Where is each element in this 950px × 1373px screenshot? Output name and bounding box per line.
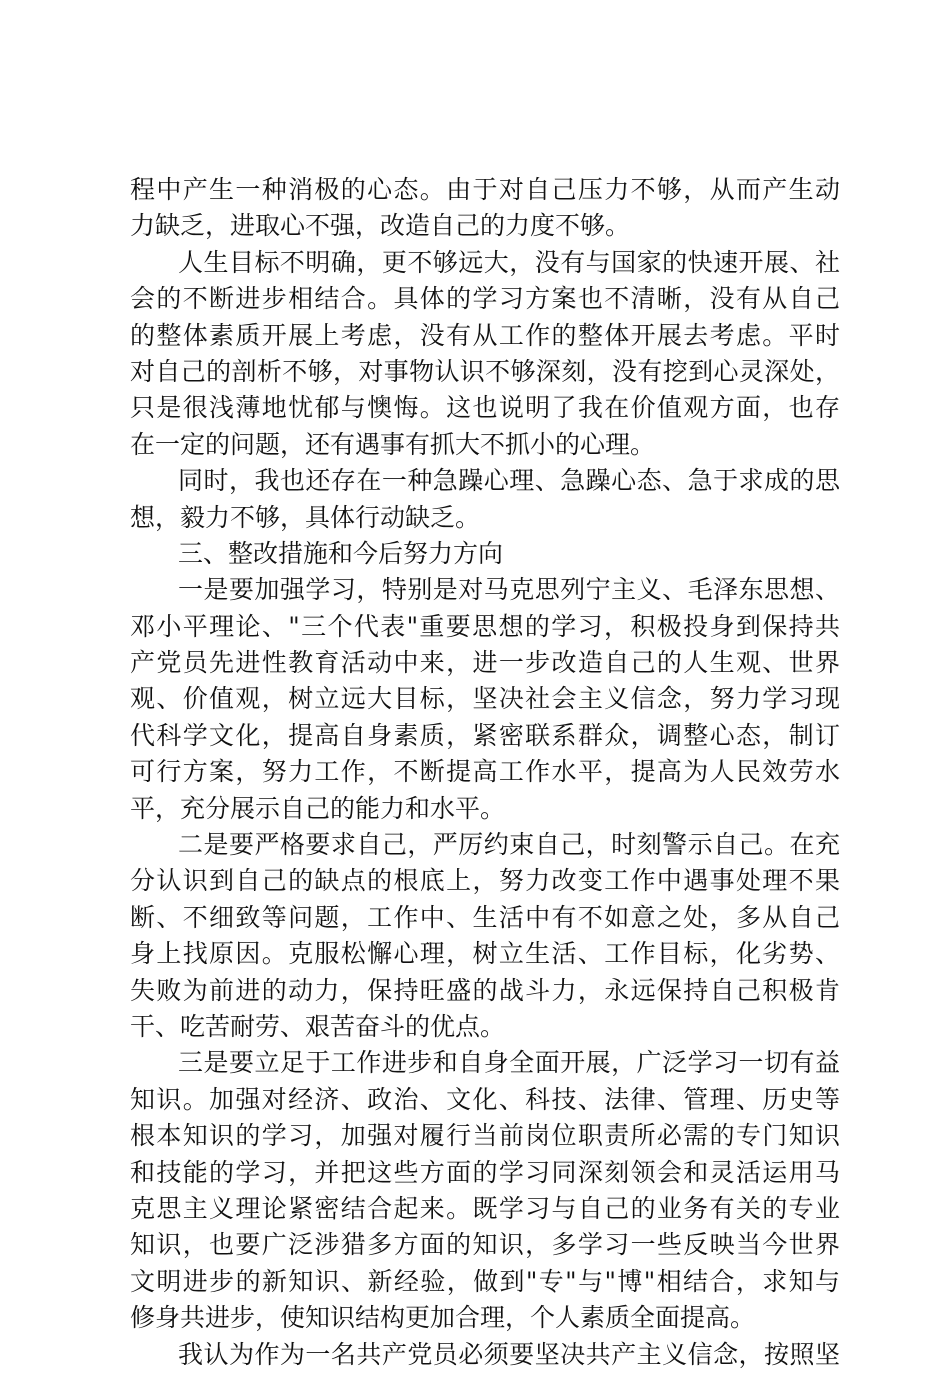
text-line: 代科学文化，提高自身素质，紧密联系群众，调整心态，制订 xyxy=(130,720,840,750)
text-line: 身上找原因。克服松懈心理，树立生活、工作目标，化劣势、 xyxy=(130,939,840,969)
text-line: 我认为作为一名共产党员必须要坚决共产主义信念，按照坚 xyxy=(178,1339,840,1369)
text-line: 对自己的剖析不够，对事物认识不够深刻，没有挖到心灵深处， xyxy=(130,356,840,386)
text-line: 程中产生一种消极的心态。由于对自己压力不够，从而产生动 xyxy=(130,175,840,204)
text-line: 二是要严格要求自己，严厉约束自己，时刻警示自己。在充 xyxy=(178,830,840,860)
text-line: 知识，也要广泛涉猎多方面的知识，多学习一些反映当今世界 xyxy=(130,1230,840,1260)
text-line: 三是要立足于工作进步和自身全面开展，广泛学习一切有益 xyxy=(178,1048,840,1078)
text-line: 会的不断进步相结合。具体的学习方案也不清晰，没有从自己 xyxy=(130,284,840,314)
text-line: 观、价值观，树立远大目标，坚决社会主义信念，努力学习现 xyxy=(130,684,840,714)
text-line: 同时，我也还存在一种急躁心理、急躁心态、急于求成的思 xyxy=(178,466,840,496)
text-line: 想，毅力不够，具体行动缺乏。 xyxy=(130,502,481,532)
text-line: 分认识到自己的缺点的根底上，努力改变工作中遇事处理不果 xyxy=(130,866,840,896)
text-line: 的整体素质开展上考虑，没有从工作的整体开展去考虑。平时 xyxy=(130,320,840,350)
text-line: 干、吃苦耐劳、艰苦奋斗的优点。 xyxy=(130,1011,506,1041)
text-line: 力缺乏，进取心不强，改造自己的力度不够。 xyxy=(130,211,631,241)
text-line: 根本知识的学习，加强对履行当前岗位职责所必需的专门知识 xyxy=(130,1121,840,1151)
text-line: 文明进步的新知识、新经验，做到"专"与"博"相结合，求知与 xyxy=(130,1266,840,1296)
text-line: 知识。加强对经济、政治、文化、科技、法律、管理、历史等 xyxy=(130,1084,840,1114)
text-line: 在一定的问题，还有遇事有抓大不抓小的心理。 xyxy=(130,429,656,459)
body-text xyxy=(130,172,840,1373)
text-line: 修身共进步，使知识结构更加合理，个人素质全面提高。 xyxy=(130,1303,756,1333)
text-line: 三、整改措施和今后努力方向 xyxy=(178,538,504,568)
text-line: 一是要加强学习，特别是对马克思列宁主义、毛泽东思想、 xyxy=(178,575,840,605)
text-line: 克思主义理论紧密结合起来。既学习与自己的业务有关的专业 xyxy=(130,1193,840,1223)
text-line: 失败为前进的动力，保持旺盛的战斗力，永远保持自己积极肯 xyxy=(130,975,840,1005)
text-line: 和技能的学习，并把这些方面的学习同深刻领会和灵活运用马 xyxy=(130,1157,840,1187)
text-line: 平，充分展示自己的能力和水平。 xyxy=(130,793,506,823)
text-line: 断、不细致等问题，工作中、生活中有不如意之处，多从自己 xyxy=(130,902,840,932)
text-line: 邓小平理论、"三个代表"重要思想的学习，积极投身到保持共 xyxy=(130,611,840,641)
text-line: 产党员先进性教育活动中来，进一步改造自己的人生观、世界 xyxy=(130,648,840,678)
text-line: 人生目标不明确，更不够远大，没有与国家的快速开展、社 xyxy=(178,247,840,277)
text-line: 可行方案，努力工作，不断提高工作水平，提高为人民效劳水 xyxy=(130,757,840,787)
text-line: 只是很浅薄地忧郁与懊悔。这也说明了我在价值观方面，也存 xyxy=(130,393,840,423)
